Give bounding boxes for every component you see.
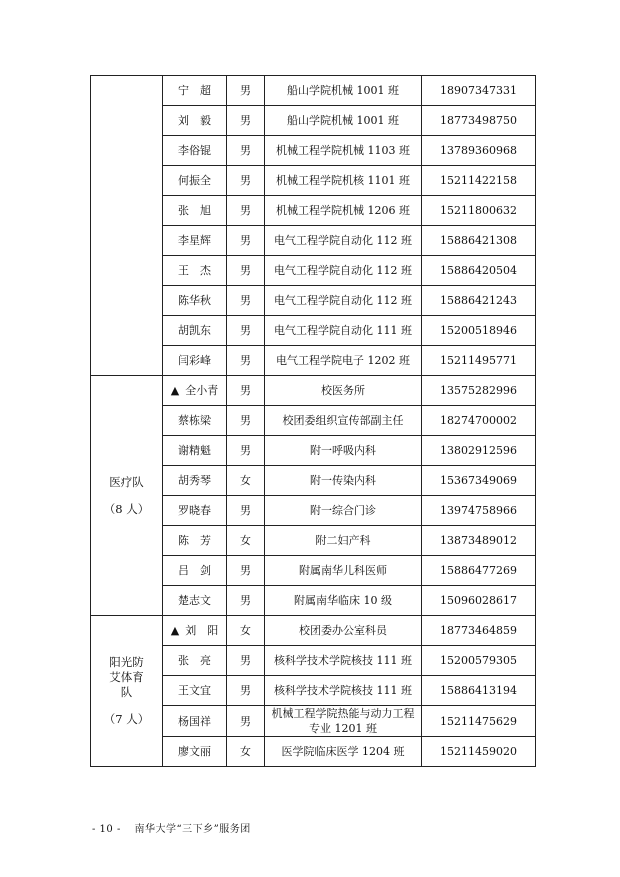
member-phone: 15886421308 bbox=[422, 226, 536, 256]
team-cell bbox=[91, 76, 163, 376]
member-name-cell bbox=[163, 256, 227, 286]
member-name: 胡秀琴 bbox=[178, 474, 211, 487]
member-name-cell bbox=[163, 556, 227, 586]
member-name: 张 亮 bbox=[178, 654, 211, 667]
member-unit: 核科学技术学院核技 111 班 bbox=[265, 676, 422, 706]
member-name: 宁 超 bbox=[178, 84, 211, 97]
member-name: 胡凯东 bbox=[178, 324, 211, 337]
member-gender: 男 bbox=[227, 166, 265, 196]
member-gender: 男 bbox=[227, 376, 265, 406]
team-cell bbox=[91, 616, 163, 767]
member-gender: 女 bbox=[227, 466, 265, 496]
member-unit: 电气工程学院电子 1202 班 bbox=[265, 346, 422, 376]
member-unit: 机械工程学院机械 1103 班 bbox=[265, 136, 422, 166]
team-leader-marker-icon: ▲ bbox=[170, 384, 180, 397]
member-unit: 机械工程学院热能与动力工程专业 1201 班 bbox=[265, 706, 422, 737]
member-phone: 15200518946 bbox=[422, 316, 536, 346]
member-phone: 15886421243 bbox=[422, 286, 536, 316]
member-unit: 附二妇产科 bbox=[265, 526, 422, 556]
team-cell bbox=[91, 376, 163, 616]
member-name-cell bbox=[163, 706, 227, 737]
member-name: 刘 阳 bbox=[185, 624, 219, 637]
member-name-cell bbox=[163, 586, 227, 616]
member-phone: 13873489012 bbox=[422, 526, 536, 556]
member-phone: 13802912596 bbox=[422, 436, 536, 466]
member-name-cell bbox=[163, 316, 227, 346]
member-phone: 18907347331 bbox=[422, 76, 536, 106]
member-unit: 附一综合门诊 bbox=[265, 496, 422, 526]
member-name: 李星辉 bbox=[178, 234, 211, 247]
member-name-cell bbox=[163, 196, 227, 226]
member-unit: 校团委组织宣传部副主任 bbox=[265, 406, 422, 436]
member-phone: 15367349069 bbox=[422, 466, 536, 496]
member-name-cell bbox=[163, 526, 227, 556]
member-unit: 电气工程学院自动化 112 班 bbox=[265, 256, 422, 286]
team-member-count: （8 人） bbox=[103, 501, 150, 516]
member-name-cell bbox=[163, 496, 227, 526]
member-name-cell bbox=[163, 466, 227, 496]
member-name: 杨国祥 bbox=[178, 714, 211, 728]
member-name: 蔡栋梁 bbox=[178, 414, 211, 427]
member-unit: 附属南华临床 10 级 bbox=[265, 586, 422, 616]
member-name-cell bbox=[163, 436, 227, 466]
member-unit: 电气工程学院自动化 112 班 bbox=[265, 286, 422, 316]
member-name-cell bbox=[163, 676, 227, 706]
member-name: 罗晓春 bbox=[178, 504, 211, 517]
member-gender: 女 bbox=[227, 526, 265, 556]
member-phone: 15886420504 bbox=[422, 256, 536, 286]
member-unit: 船山学院机械 1001 班 bbox=[265, 76, 422, 106]
member-name-cell bbox=[163, 376, 227, 406]
member-phone: 13974758966 bbox=[422, 496, 536, 526]
table-row bbox=[91, 76, 536, 106]
member-gender: 男 bbox=[227, 136, 265, 166]
member-phone: 15886477269 bbox=[422, 556, 536, 586]
member-gender: 男 bbox=[227, 556, 265, 586]
member-name-cell bbox=[163, 136, 227, 166]
member-name: 廖文丽 bbox=[178, 745, 211, 758]
member-unit: 医学院临床医学 1204 班 bbox=[265, 737, 422, 767]
member-phone: 13789360968 bbox=[422, 136, 536, 166]
member-name-cell bbox=[163, 737, 227, 767]
member-gender: 男 bbox=[227, 316, 265, 346]
member-phone: 18274700002 bbox=[422, 406, 536, 436]
member-unit: 附属南华儿科医师 bbox=[265, 556, 422, 586]
member-unit: 船山学院机械 1001 班 bbox=[265, 106, 422, 136]
member-unit: 校医务所 bbox=[265, 376, 422, 406]
member-name-cell bbox=[163, 406, 227, 436]
member-name: 张 旭 bbox=[178, 204, 211, 217]
member-name: 楚志文 bbox=[178, 594, 211, 607]
member-gender: 男 bbox=[227, 286, 265, 316]
member-name-cell bbox=[163, 106, 227, 136]
member-gender: 男 bbox=[227, 76, 265, 106]
member-name: 谢精魁 bbox=[178, 444, 211, 457]
member-unit: 附一传染内科 bbox=[265, 466, 422, 496]
member-gender: 女 bbox=[227, 737, 265, 767]
member-name: 王 杰 bbox=[178, 264, 211, 277]
member-gender: 男 bbox=[227, 256, 265, 286]
member-unit: 电气工程学院自动化 112 班 bbox=[265, 226, 422, 256]
member-name: 闫彩峰 bbox=[178, 354, 211, 367]
member-name-cell bbox=[163, 616, 227, 646]
table-row bbox=[91, 616, 536, 646]
member-phone: 13575282996 bbox=[422, 376, 536, 406]
member-phone: 18773464859 bbox=[422, 616, 536, 646]
member-name-cell bbox=[163, 346, 227, 376]
member-name: 陈 芳 bbox=[178, 534, 211, 547]
member-phone: 18773498750 bbox=[422, 106, 536, 136]
member-roster-table bbox=[90, 75, 536, 767]
member-gender: 男 bbox=[227, 496, 265, 526]
team-member-count: （7 人） bbox=[103, 712, 150, 726]
roster-body bbox=[91, 76, 536, 767]
member-gender: 男 bbox=[227, 586, 265, 616]
member-gender: 男 bbox=[227, 226, 265, 256]
member-name: 陈华秋 bbox=[178, 294, 211, 307]
member-gender: 男 bbox=[227, 436, 265, 466]
member-phone: 15886413194 bbox=[422, 676, 536, 706]
member-name: 全小青 bbox=[185, 384, 219, 397]
member-gender: 男 bbox=[227, 106, 265, 136]
member-gender: 男 bbox=[227, 406, 265, 436]
member-unit: 附一呼吸内科 bbox=[265, 436, 422, 466]
member-phone: 15211495771 bbox=[422, 346, 536, 376]
member-gender: 男 bbox=[227, 706, 265, 737]
member-phone: 15211475629 bbox=[422, 706, 536, 737]
member-name: 何振全 bbox=[178, 174, 211, 187]
member-phone: 15211459020 bbox=[422, 737, 536, 767]
page-number: - 10 - bbox=[92, 824, 121, 835]
member-phone: 15200579305 bbox=[422, 646, 536, 676]
member-gender: 男 bbox=[227, 346, 265, 376]
team-name: 医疗队 bbox=[109, 474, 144, 489]
member-name: 李俗锟 bbox=[178, 144, 211, 157]
member-unit: 核科学技术学院核技 111 班 bbox=[265, 646, 422, 676]
member-gender: 男 bbox=[227, 196, 265, 226]
page-footer bbox=[92, 820, 251, 835]
member-gender: 男 bbox=[227, 646, 265, 676]
member-unit: 机械工程学院机核 1101 班 bbox=[265, 166, 422, 196]
member-name: 刘 毅 bbox=[178, 114, 211, 127]
member-unit: 机械工程学院机械 1206 班 bbox=[265, 196, 422, 226]
member-name: 王文宜 bbox=[178, 684, 211, 697]
member-name: 吕 剑 bbox=[178, 564, 211, 577]
footer-org-name: 南华大学“三下乡”服务团 bbox=[134, 824, 251, 835]
member-name-cell bbox=[163, 166, 227, 196]
member-gender: 男 bbox=[227, 676, 265, 706]
member-name-cell bbox=[163, 226, 227, 256]
team-name: 阳光防艾体育队 bbox=[109, 655, 144, 699]
team-leader-marker-icon: ▲ bbox=[170, 624, 180, 637]
member-phone: 15211422158 bbox=[422, 166, 536, 196]
table-row bbox=[91, 376, 536, 406]
member-name-cell bbox=[163, 286, 227, 316]
member-name-cell bbox=[163, 646, 227, 676]
member-unit: 电气工程学院自动化 111 班 bbox=[265, 316, 422, 346]
member-phone: 15211800632 bbox=[422, 196, 536, 226]
member-gender: 女 bbox=[227, 616, 265, 646]
member-unit: 校团委办公室科员 bbox=[265, 616, 422, 646]
member-name-cell bbox=[163, 76, 227, 106]
member-phone: 15096028617 bbox=[422, 586, 536, 616]
